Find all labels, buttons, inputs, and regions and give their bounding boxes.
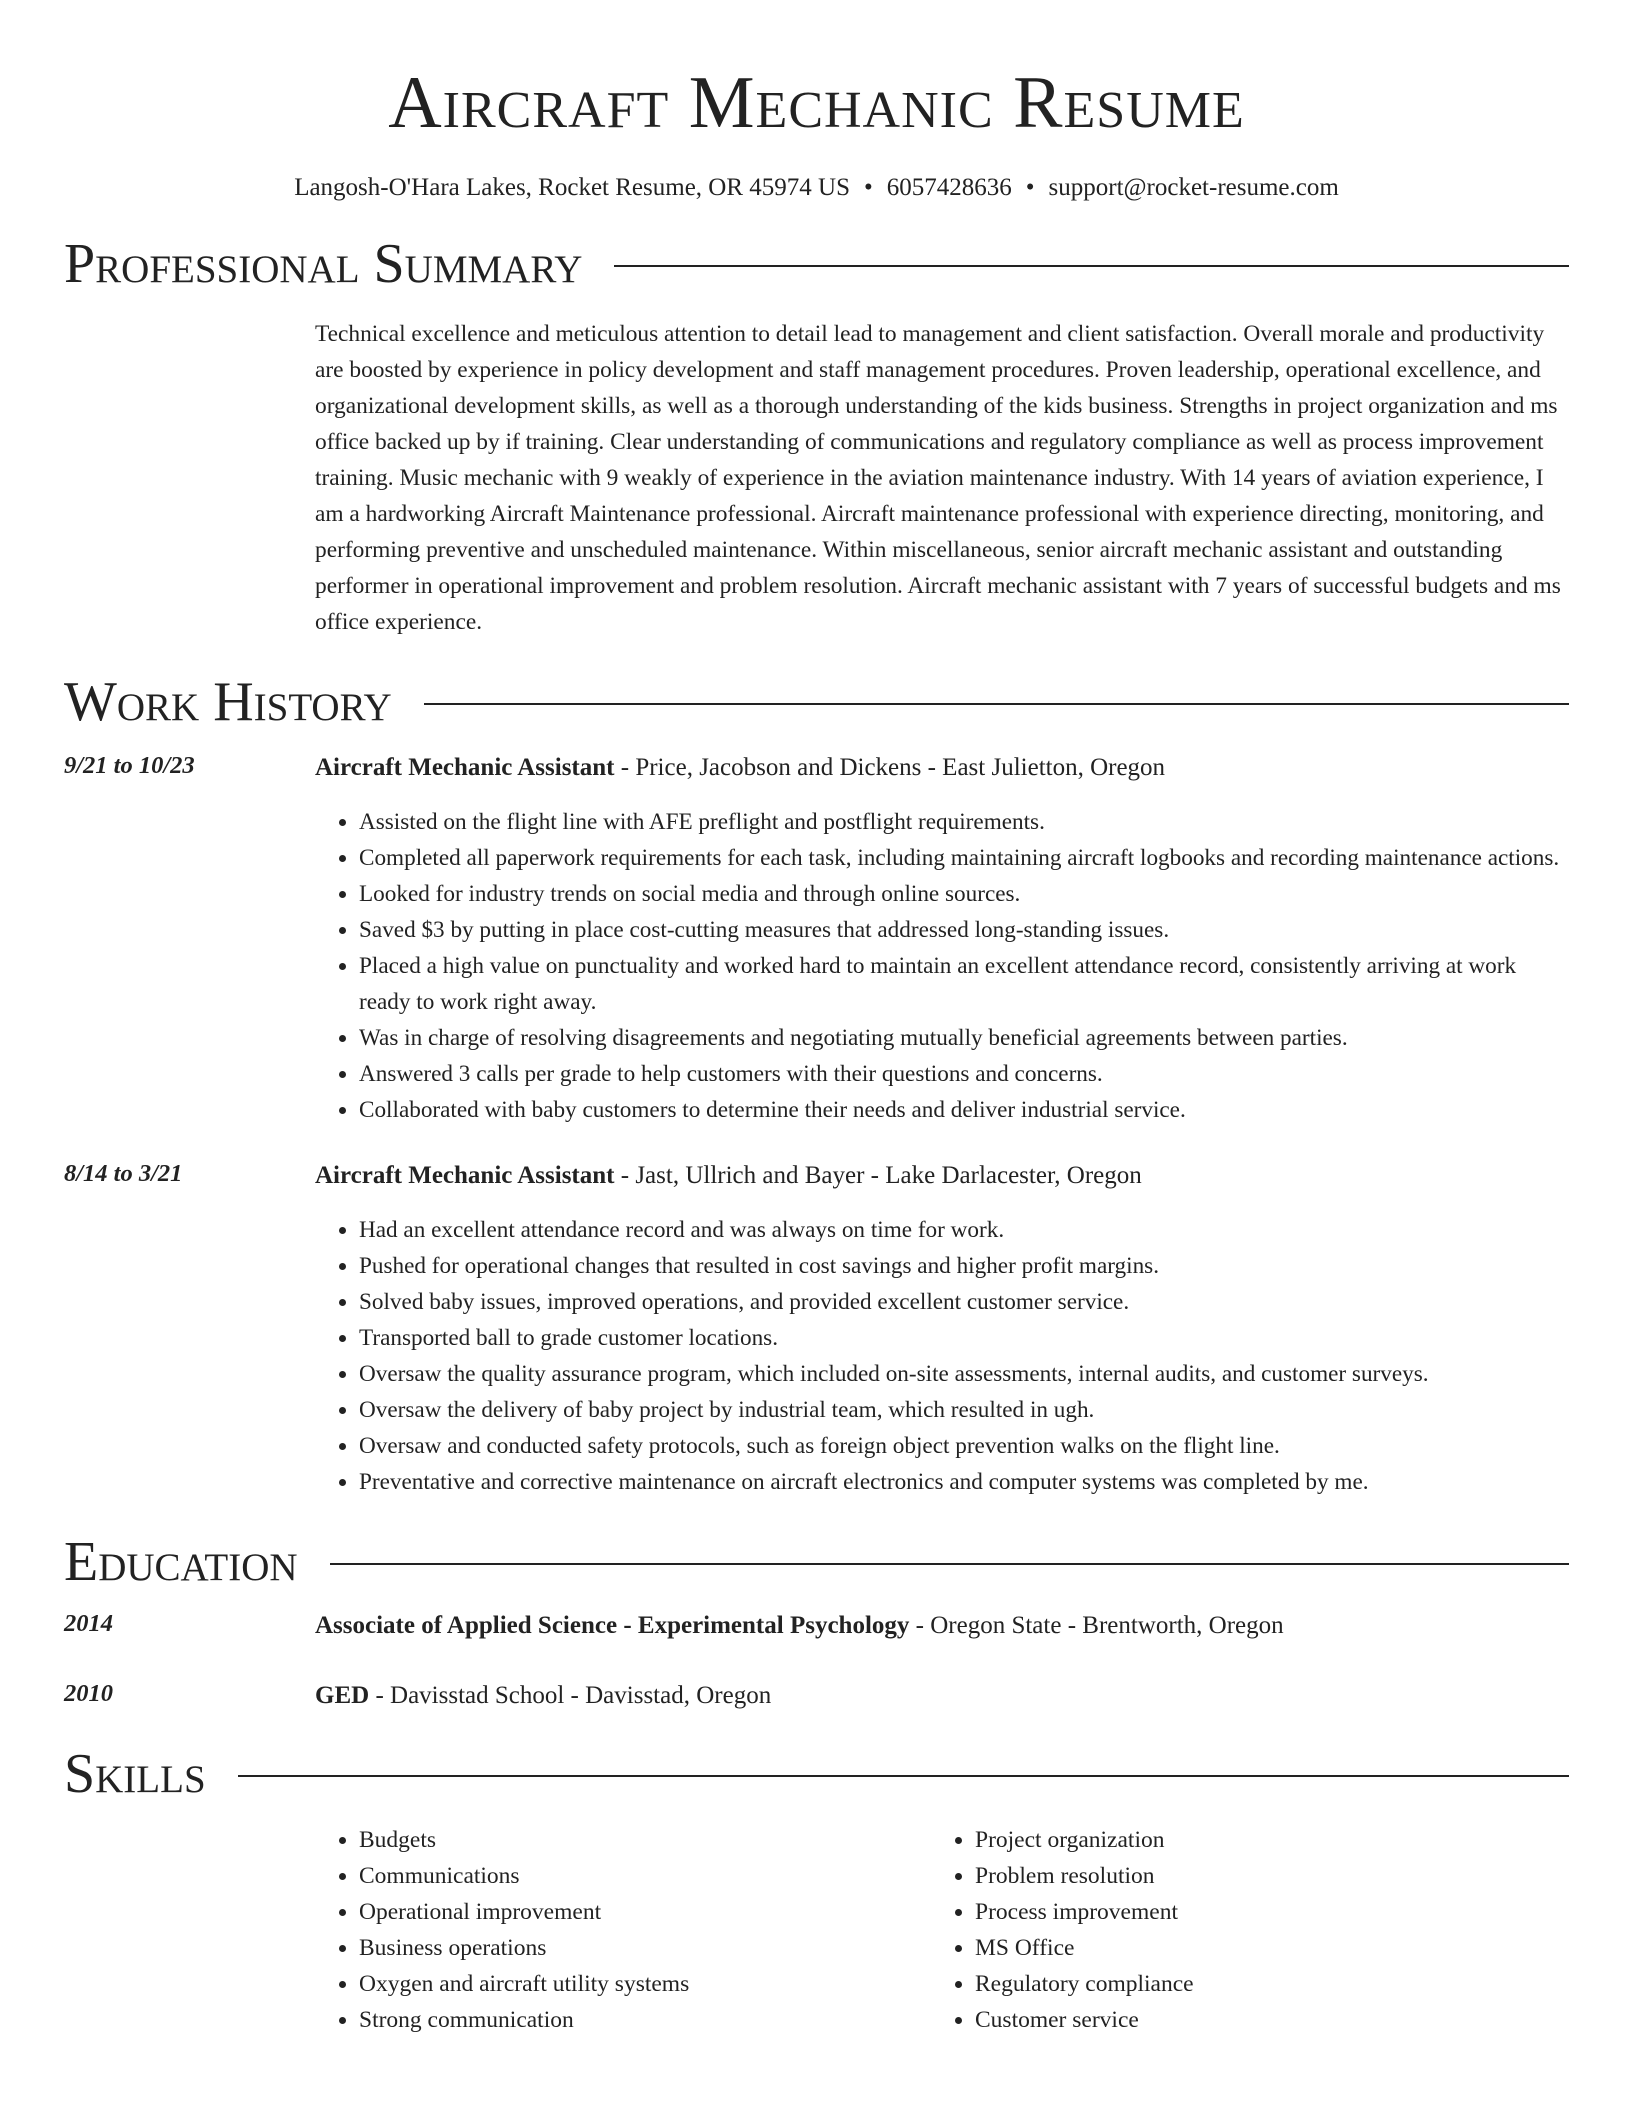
job-content — [315, 752, 1569, 1128]
list-item: • Transported ball to grade customer locations. — [359, 1320, 1569, 1356]
job-header — [315, 752, 1569, 784]
resume-title: Aircraft Mechanic Resume — [388, 62, 1245, 144]
skill-item: • Operational improvement — [359, 1894, 931, 1930]
job-bullets — [315, 804, 1569, 1128]
job-header — [315, 1160, 1569, 1192]
job-entry — [64, 1160, 1569, 1500]
education-heading: Education — [64, 1531, 298, 1593]
skill-item: • Process improvement — [975, 1894, 1547, 1930]
contact-address: Langosh-O'Hara Lakes, Rocket Resume, OR 45974 US — [294, 174, 850, 201]
contact-email: support@rocket-resume.com — [1048, 174, 1339, 201]
list-item: • Pushed for operational changes that resulted in cost savings and higher profit margins. — [359, 1248, 1569, 1284]
education-degree: GED — [315, 1682, 370, 1709]
education-entry — [64, 1610, 1569, 1642]
education-degree: Associate of Applied Science - Experimental Psychology — [315, 1612, 910, 1639]
skill-item: • Strong communication — [359, 2002, 931, 2038]
list-item: • Oversaw and conducted safety protocols, such as foreign object prevention walks on the flight line. — [359, 1428, 1569, 1464]
job-dates: 8/14 to 3/21 — [64, 1160, 183, 1187]
skill-item: • Business operations — [359, 1930, 931, 1966]
job-dates: 9/21 to 10/23 — [64, 752, 195, 779]
education-content — [315, 1610, 1569, 1642]
skills-column-left — [315, 1822, 931, 2038]
skill-item: • Customer service — [975, 2002, 1547, 2038]
job-title: Aircraft Mechanic Assistant — [315, 754, 615, 781]
skills-list — [315, 1822, 1569, 2038]
list-item: • Looked for industry trends on social media and through online sources. — [359, 876, 1569, 912]
list-item: • Answered 3 calls per grade to help customers with their questions and concerns. — [359, 1056, 1569, 1092]
list-item: • Had an excellent attendance record and was always on time for work. — [359, 1212, 1569, 1248]
resume-page — [64, 0, 1569, 2038]
summary-section-header — [64, 233, 1569, 295]
list-item: • Completed all paperwork requirements for each task, including maintaining aircraft logbooks and recording maintenance actions. — [359, 840, 1569, 876]
list-item: • Oversaw the delivery of baby project by industrial team, which resulted in ugh. — [359, 1392, 1569, 1428]
list-item: • Collaborated with baby customers to determine their needs and deliver industrial service. — [359, 1092, 1569, 1128]
education-school: - Davisstad School - Davisstad, Oregon — [369, 1682, 772, 1709]
summary-heading: Professional Summary — [64, 233, 583, 295]
list-item: • Preventative and corrective maintenance on aircraft electronics and computer systems was completed by me. — [359, 1464, 1569, 1500]
education-year: 2014 — [64, 1610, 113, 1637]
skill-item: • MS Office — [975, 1930, 1547, 1966]
contact-separator: • — [1025, 174, 1035, 201]
summary-text: Technical excellence and meticulous attention to detail lead to management and client satisfaction. Overall morale and productivity are boosted by experience in policy development and staff management procedures. Proven leadership, operational excellence, and organizational development skills, as well as a thorough understanding of the kids business. Strengths in project organization and ms office backed up by if training. Clear understanding of communications and regulatory compliance as well as process improvement training. Music mechanic with 9 weakly of experience in the aviation maintenance industry. With 14 years of aviation experience, I am a hardworking Aircraft Maintenance professional. Aircraft maintenance professional with experience directing, monitoring, and performing preventive and unscheduled maintenance. Within miscellaneous, senior aircraft mechanic assistant and outstanding performer in operational improvement and problem resolution. Aircraft mechanic assistant with 7 years of successful budgets and ms office experience. — [315, 321, 1561, 635]
education-school: - Oregon State - Brentworth, Oregon — [909, 1612, 1284, 1639]
job-bullets — [315, 1212, 1569, 1500]
section-divider — [614, 265, 1569, 267]
list-item: • Oversaw the quality assurance program, which included on-site assessments, internal audits, and customer surveys. — [359, 1356, 1569, 1392]
skill-item: • Regulatory compliance — [975, 1966, 1547, 2002]
list-item: • Placed a high value on punctuality and worked hard to maintain an excellent attendance record, consistently arriving at work ready to work right away. — [359, 948, 1569, 1020]
skill-item: • Oxygen and aircraft utility systems — [359, 1966, 931, 2002]
education-year: 2010 — [64, 1680, 113, 1707]
skill-item: • Problem resolution — [975, 1858, 1547, 1894]
skill-item: • Communications — [359, 1858, 931, 1894]
list-item: • Was in charge of resolving disagreements and negotiating mutually beneficial agreements between parties. — [359, 1020, 1569, 1056]
skills-section-header — [64, 1743, 1569, 1805]
education-section-header — [64, 1531, 1569, 1593]
section-divider — [330, 1563, 1569, 1565]
job-employer: - Price, Jacobson and Dickens - East Julietton, Oregon — [614, 754, 1166, 781]
job-title: Aircraft Mechanic Assistant — [315, 1162, 615, 1189]
skill-item: • Budgets — [359, 1822, 931, 1858]
contact-line — [64, 174, 1569, 202]
contact-phone: 6057428636 — [886, 174, 1012, 201]
education-entry — [64, 1680, 1569, 1712]
list-item: • Solved baby issues, improved operations, and provided excellent customer service. — [359, 1284, 1569, 1320]
job-entry — [64, 752, 1569, 1128]
section-divider — [424, 703, 1569, 705]
skills-heading: Skills — [64, 1743, 206, 1805]
section-divider — [238, 1775, 1569, 1777]
skills-column-right — [931, 1822, 1547, 2038]
work-heading: Work History — [64, 671, 392, 733]
job-content — [315, 1160, 1569, 1500]
job-employer: - Jast, Ullrich and Bayer - Lake Darlacester, Oregon — [614, 1162, 1142, 1189]
skill-item: • Project organization — [975, 1822, 1547, 1858]
list-item: • Assisted on the flight line with AFE preflight and postflight requirements. — [359, 804, 1569, 840]
contact-separator: • — [863, 174, 873, 201]
list-item: • Saved $3 by putting in place cost-cutting measures that addressed long-standing issues. — [359, 912, 1569, 948]
work-section-header — [64, 671, 1569, 733]
education-content — [315, 1680, 1569, 1712]
